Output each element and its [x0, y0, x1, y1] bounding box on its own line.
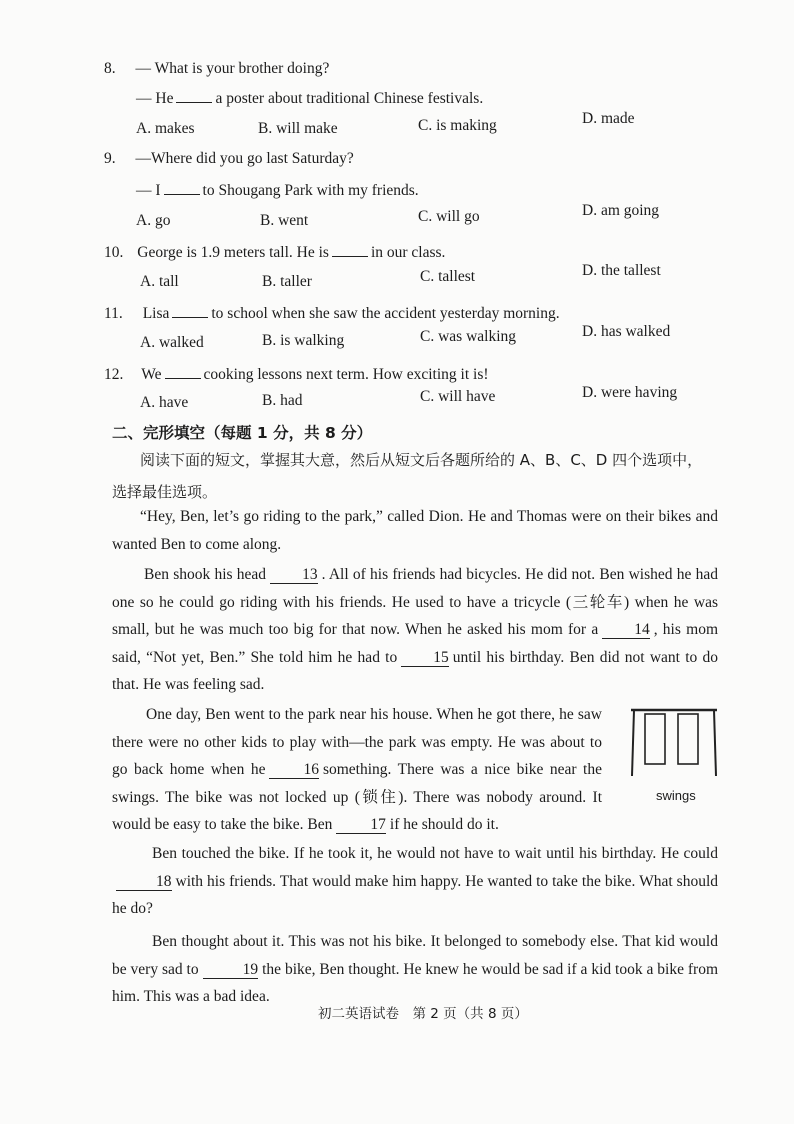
option-d: D. made [582, 110, 635, 127]
question-number: 9. [104, 150, 116, 167]
option-a: A. makes [136, 120, 195, 137]
instruction-line-1: 阅读下面的短文，掌握其大意，然后从短文后各题所给的 A、B、C、D 四个选项中， [140, 451, 703, 469]
option-d: D. were having [582, 384, 678, 401]
question-8 [104, 60, 329, 78]
question-number: 8. [104, 60, 116, 77]
option-b: B. taller [262, 273, 312, 290]
blank-18: 18 [116, 874, 172, 891]
option-d: D. has walked [582, 323, 671, 340]
question-9-line-2: — I to Shougang Park with my friends. [136, 182, 419, 199]
blank-14: 14 [602, 622, 650, 639]
option-c: C. was walking [420, 328, 517, 345]
passage-paragraph-1: “Hey, Ben, let’s go riding to the park,” called Dion. He and Thomas were on their bikes and wanted Ben to come along. [112, 508, 718, 553]
question-9: 9. —Where did you go last Saturday? [104, 150, 354, 167]
option-d: D. the tallest [582, 262, 661, 279]
blank-13: 13 [270, 567, 318, 584]
passage-paragraph-2: Ben shook his head 13 . All of his friends had bicycles. He did not. Ben wished he had one so he could go riding with his friends. He used to have a tricycle (三轮车) when he was small, but he was much too big for that now. When he asked his mom for a 14 , his mom said, “Not yet, Ben.” She told him he had to 15 until his birthday. Ben did not want to do that. He was feeling sad. [112, 566, 718, 693]
question-10: 10. George is 1.9 meters tall. He is in our class. [104, 244, 446, 261]
option-c: C. will go [418, 208, 480, 225]
question-number: 12. [104, 366, 124, 383]
option-a: A. tall [140, 273, 179, 290]
option-c: C. tallest [420, 268, 476, 285]
option-a: A. walked [140, 334, 204, 351]
blank-15: 15 [401, 650, 449, 667]
answer-blank [165, 364, 201, 379]
figure-caption: swings [656, 788, 696, 803]
option-b: B. will make [258, 120, 338, 137]
question-number: 10. [104, 244, 124, 261]
answer-blank [332, 242, 368, 257]
question-8-line-2: — He a poster about traditional Chinese festivals. [136, 90, 484, 107]
blank-19: 19 [203, 962, 259, 979]
option-a: A. have [140, 394, 189, 411]
question-11: 11. Lisa to school when she saw the accident yesterday morning. [104, 305, 560, 322]
question-number: 11. [104, 305, 123, 322]
page-footer: 初二英语试卷 第 2 页（共 8 页） [318, 1006, 528, 1022]
option-b: B. had [262, 392, 303, 409]
blank-17: 17 [336, 817, 386, 834]
answer-blank [164, 180, 200, 195]
passage-paragraph-4: Ben touched the bike. If he took it, he would not have to wait until his birthday. He could18 with his friends. That would make him happy. He wanted to take the bike. What should he do? [112, 845, 718, 917]
option-c: C. is making [418, 117, 497, 134]
instruction-line-2: 选择最佳选项。 [112, 483, 218, 501]
answer-blank [176, 88, 212, 103]
option-b: B. is walking [262, 332, 345, 349]
option-d: D. am going [582, 202, 660, 219]
passage-paragraph-3: One day, Ben went to the park near his house. When he got there, he saw there were no other kids to play with—the park was empty. He was about to go back home when he 16 something. There was a nice bike near the swings. The bike was not locked up (锁住). There was nobody around. It would be easy to take the bike. Ben 17 if he should do it. [112, 706, 602, 833]
question-line: — What is your brother doing? [135, 60, 330, 77]
passage-paragraph-5: Ben thought about it. This was not his bike. It belonged to somebody else. That kid would be very sad to 19 the bike, Ben thought. He knew he would be sad if a kid took a bike from him. This was a bad idea. [112, 933, 718, 1005]
section-title: 二、完形填空（每题 1 分，共 8 分） [112, 424, 373, 442]
swings-illustration [628, 704, 720, 778]
option-c: C. will have [420, 388, 496, 405]
option-a: A. go [136, 212, 171, 229]
option-b: B. went [260, 212, 309, 229]
question-12: 12. We cooking lessons next term. How exciting it is! [104, 366, 489, 383]
answer-blank [172, 303, 208, 318]
blank-16: 16 [269, 762, 319, 779]
